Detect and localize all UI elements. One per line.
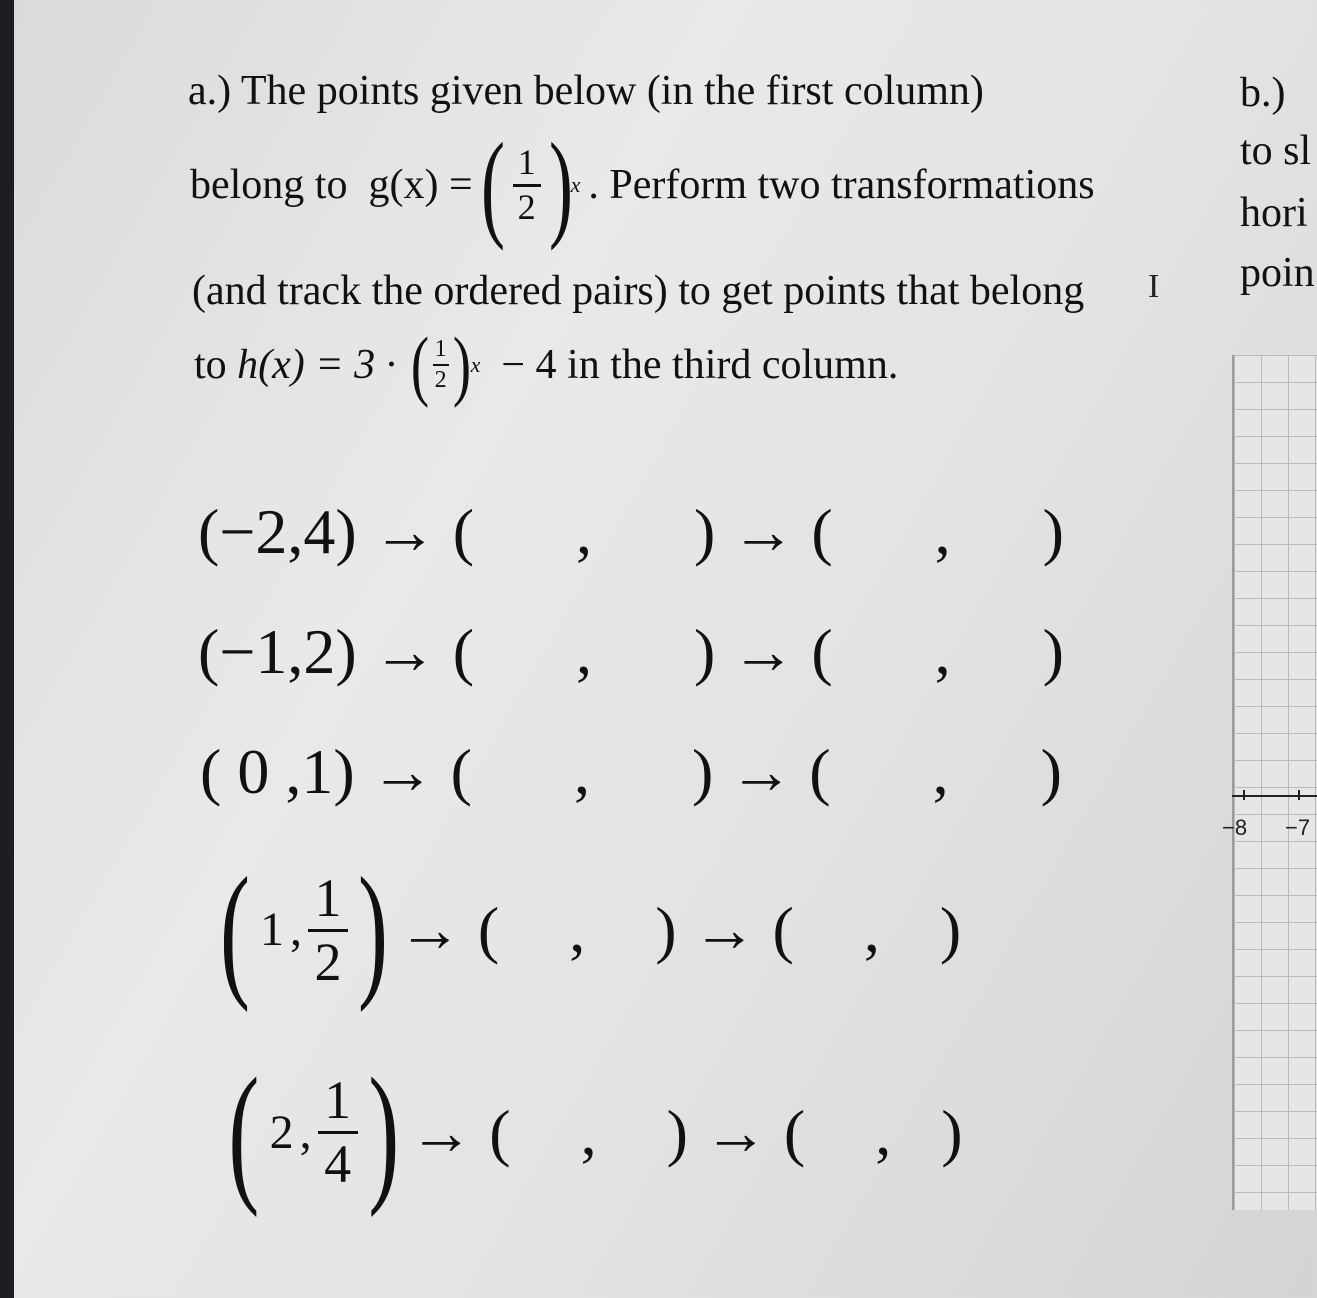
blank-comma: , <box>569 894 586 965</box>
line2-suffix: . Perform two transformations <box>588 162 1095 208</box>
point-x: 1 <box>259 903 284 956</box>
part-a-label: a.) <box>188 68 232 114</box>
arrow-open: ) → ( <box>666 1096 806 1168</box>
screen-bezel <box>0 0 14 1298</box>
g-function-lhs: g(x) = <box>368 162 473 208</box>
denominator: 2 <box>314 931 342 992</box>
part-a-line2 <box>190 118 1095 251</box>
part-a-line4 <box>194 321 899 408</box>
blank-comma: , <box>934 496 951 567</box>
point-comma: , <box>299 1105 312 1159</box>
numerator: 1 <box>324 1070 352 1131</box>
start-point: ( 0 ,1) → ( <box>200 736 472 807</box>
close-paren: ) <box>452 321 471 408</box>
arrow-open: → ( <box>409 1096 511 1168</box>
line4-suffix: − 4 in the third column. <box>501 342 899 388</box>
g-exponent: x <box>570 172 581 197</box>
part-a-intro: The points given below (in the first column) <box>240 68 984 114</box>
open-paren: ( <box>228 1046 260 1218</box>
close-paren: ) <box>1042 616 1064 687</box>
h-exponent: x <box>470 352 481 377</box>
line4-prefix: to <box>194 342 227 388</box>
tick-label: −7 <box>1285 815 1311 840</box>
part-a-line1 <box>188 70 984 112</box>
denominator: 4 <box>324 1134 352 1194</box>
blank-comma: , <box>934 616 951 687</box>
close-paren: ) <box>548 118 573 251</box>
point-row <box>198 616 1064 687</box>
arrow-open: ) → ( <box>694 616 833 687</box>
close-paren: ) <box>367 1046 399 1218</box>
blank-comma: , <box>580 1096 597 1168</box>
point-row <box>200 736 1062 807</box>
open-paren: ( <box>480 118 505 251</box>
close-paren: ) <box>941 1096 963 1168</box>
g-base-fraction <box>513 141 541 227</box>
arrow-open: ) → ( <box>655 894 794 965</box>
blank-comma: , <box>875 1096 892 1168</box>
point-row <box>210 847 962 1013</box>
close-paren: ) <box>1040 736 1062 807</box>
blank-comma: , <box>863 894 880 965</box>
g-numerator: 1 <box>517 141 536 182</box>
x-axis-tick <box>1243 790 1245 800</box>
close-paren: ) <box>357 847 388 1013</box>
part-b-label: b.) <box>1240 70 1286 116</box>
arrow-open: ) → ( <box>694 496 833 567</box>
h-numerator: 1 <box>434 335 447 362</box>
x-axis-tick <box>1298 790 1300 800</box>
open-paren: ( <box>219 847 250 1013</box>
h-base-fraction <box>433 337 449 393</box>
point-row <box>198 496 1064 567</box>
tick-label: −8 <box>1222 815 1248 840</box>
point-y-fraction <box>318 1072 358 1192</box>
open-paren: ( <box>410 321 429 408</box>
start-point: (−1,2) → ( <box>198 616 475 687</box>
text-cursor-icon: I <box>1148 268 1160 305</box>
part-b-line2: hori <box>1240 190 1308 236</box>
blank-comma: , <box>573 736 590 807</box>
start-point: (−2,4) → ( <box>198 496 475 567</box>
blank-comma: , <box>576 496 593 567</box>
close-paren: ) <box>939 894 962 965</box>
point-x: 2 <box>269 1105 294 1159</box>
part-b-line3: poin <box>1240 250 1315 296</box>
graph-grid <box>1232 355 1317 1210</box>
h-function-lhs: h(x) = 3 · <box>237 342 397 388</box>
blank-comma: , <box>576 616 593 687</box>
part-a-line3: (and track the ordered pairs) to get points that belong <box>192 268 1085 314</box>
numerator: 1 <box>314 867 342 928</box>
g-denominator: 2 <box>517 186 536 227</box>
line2-prefix: belong to <box>190 162 348 208</box>
arrow-open: ) → ( <box>691 736 831 807</box>
close-paren: ) <box>1042 496 1064 567</box>
point-y-fraction <box>308 867 348 992</box>
point-comma: , <box>289 903 302 956</box>
arrow-open: → ( <box>397 894 500 965</box>
part-b-line1: to sl <box>1240 128 1312 174</box>
h-denominator: 2 <box>434 367 447 393</box>
blank-comma: , <box>932 736 949 807</box>
point-row <box>218 1046 963 1218</box>
